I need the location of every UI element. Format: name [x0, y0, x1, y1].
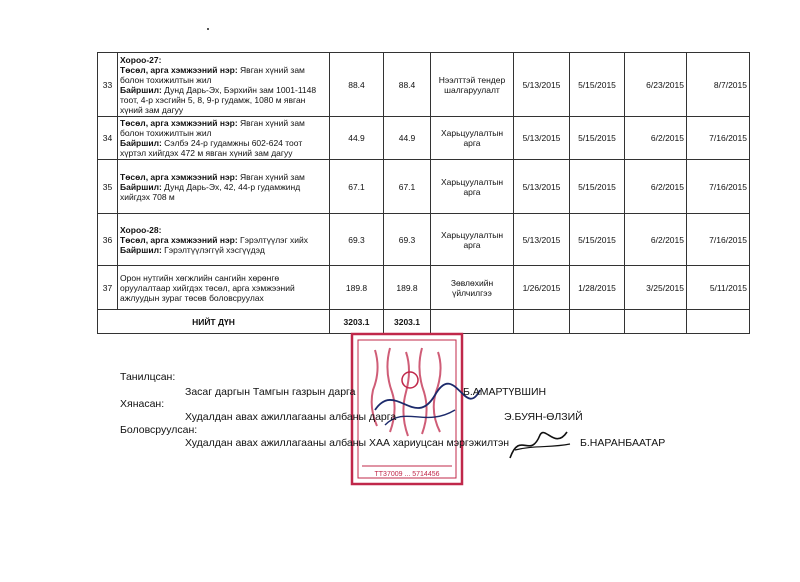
total-budget: 3203.1: [330, 310, 384, 334]
acquainted-label: Танилцсан:: [120, 371, 176, 383]
date-cell: 3/25/2015: [625, 266, 687, 310]
empty-cell: [687, 310, 750, 334]
table-row: [98, 160, 750, 214]
date-cell: 7/16/2015: [687, 214, 750, 266]
table-row: [98, 53, 750, 117]
budget-amount: 44.9: [330, 117, 384, 160]
date-cell: 7/16/2015: [687, 117, 750, 160]
row-number: 36: [98, 214, 118, 266]
checked-name: Э.БУЯН-ӨЛЗИЙ: [504, 411, 583, 423]
checked-title: Худалдан авах ажиллагааны албаны дарга: [185, 411, 397, 423]
date-cell: 6/2/2015: [625, 214, 687, 266]
project-description: Хороо-28: Төсөл, арга хэмжээний нэр: Гэрэлтүүлэг хийх Байршил: Гэрэлтүүлэггүй хэсгүүдэд: [118, 214, 330, 266]
date-cell: 5/13/2015: [514, 117, 570, 160]
project-description: Орон нутгийн хөгжлийн сангийн хөрөнгө оруулалтаар хийгдэх төсөл, арга хэмжээний ажлуудын зураг төсөв боловсруулах: [118, 266, 330, 310]
table-row: [98, 117, 750, 160]
prepared-label: Боловсруулсан:: [120, 424, 198, 436]
total-label: НИЙТ ДҮН: [98, 310, 330, 334]
date-cell: 7/16/2015: [687, 160, 750, 214]
date-cell: 6/23/2015: [625, 53, 687, 117]
contract-amount: 67.1: [384, 160, 431, 214]
row-number: 37: [98, 266, 118, 310]
signature-scribble: [505, 420, 575, 465]
procurement-method: Харьцуулалтын арга: [431, 117, 514, 160]
date-cell: 5/13/2015: [514, 214, 570, 266]
total-contract: 3203.1: [384, 310, 431, 334]
date-cell: 1/28/2015: [570, 266, 625, 310]
project-description: Төсөл, арга хэмжээний нэр: Явган хүний зам Байршил: Дунд Дарь-Эх, 42, 44-р гудамжинд хийгдэх 708 м: [118, 160, 330, 214]
row-number: 34: [98, 117, 118, 160]
procurement-method: Зөвлөхийн үйлчилгээ: [431, 266, 514, 310]
date-cell: 6/2/2015: [625, 117, 687, 160]
budget-amount: 88.4: [330, 53, 384, 117]
date-cell: 5/15/2015: [570, 214, 625, 266]
checked-label: Хянасан:: [120, 398, 165, 410]
scan-speck: [207, 28, 209, 30]
empty-cell: [625, 310, 687, 334]
row-number: 35: [98, 160, 118, 214]
contract-amount: 88.4: [384, 53, 431, 117]
date-cell: 5/15/2015: [570, 160, 625, 214]
procurement-method: Нээлттэй тендер шалгаруулалт: [431, 53, 514, 117]
contract-amount: 189.8: [384, 266, 431, 310]
stamp-serial: ТТ37009 ... 5714456: [374, 471, 440, 478]
budget-amount: 189.8: [330, 266, 384, 310]
procurement-method: Харьцуулалтын арга: [431, 160, 514, 214]
prepared-title: Худалдан авах ажиллагааны албаны ХАА хариуцсан мэргэжилтэн: [185, 437, 510, 449]
date-cell: 5/15/2015: [570, 53, 625, 117]
row-number: 33: [98, 53, 118, 117]
project-description: Төсөл, арга хэмжээний нэр: Явган хүний зам болон тохижилтын жил Байршил: Сэлбэ 24-р гудамжны 602-624 тоот хүртэл хийгдэх 472 м явган хүний зам дагуу: [118, 117, 330, 160]
date-cell: 6/2/2015: [625, 160, 687, 214]
date-cell: 5/11/2015: [687, 266, 750, 310]
budget-amount: 67.1: [330, 160, 384, 214]
date-cell: 5/13/2015: [514, 160, 570, 214]
table-row: [98, 266, 750, 310]
procurement-method: Харьцуулалтын арга: [431, 214, 514, 266]
contract-amount: 44.9: [384, 117, 431, 160]
prepared-name: Б.НАРАНБААТАР: [580, 437, 666, 449]
contract-amount: 69.3: [384, 214, 431, 266]
acquainted-title: Засаг даргын Тамгын газрын дарга: [185, 386, 356, 398]
empty-cell: [570, 310, 625, 334]
date-cell: 1/26/2015: [514, 266, 570, 310]
empty-cell: [514, 310, 570, 334]
date-cell: 5/15/2015: [570, 117, 625, 160]
project-description: Хороо-27: Төсөл, арга хэмжээний нэр: Явган хүний зам болон тохижилтын жил Байршил: Дунд Дарь-Эх, Бэрхийн зам 1001-1148 тоот, 4-р хэсгийн 5, 8, 9-р гудамж, 1080 м явган хүний зам дагуу: [118, 53, 330, 117]
acquainted-name: Б.АМАРТҮВШИН: [463, 386, 547, 398]
budget-amount: 69.3: [330, 214, 384, 266]
signature-scribble: [365, 370, 485, 440]
table-row: [98, 214, 750, 266]
date-cell: 8/7/2015: [687, 53, 750, 117]
date-cell: 5/13/2015: [514, 53, 570, 117]
procurement-table: [97, 52, 750, 334]
